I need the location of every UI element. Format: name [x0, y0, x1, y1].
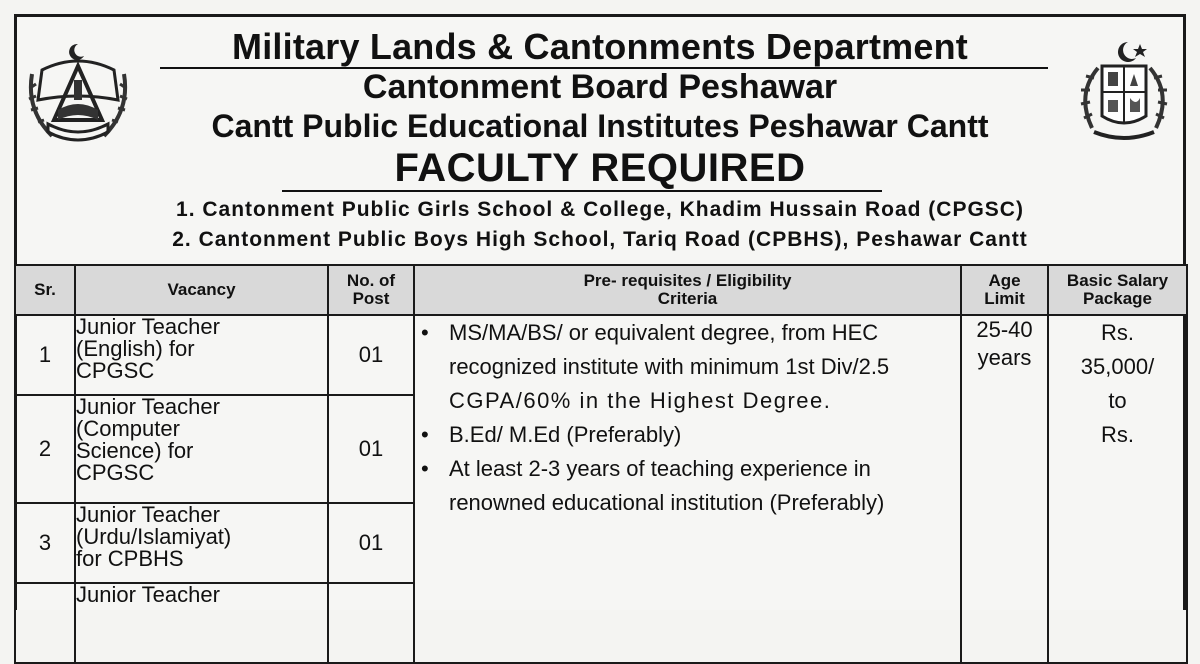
faculty-required-headline: FACULTY REQUIRED [394, 146, 806, 190]
table-header-row [15, 265, 1187, 315]
criteria-item: • MS/MA/BS/ or equivalent degree, from HEC recognized institute with minimum 1st Div/2.5 CGPA/60% in the Highest Degree. [449, 316, 960, 418]
header-age: Age Limit [961, 265, 1048, 315]
header-criteria: Pre- requisites / Eligibility Criteria [414, 265, 961, 315]
row-sr [15, 583, 75, 663]
eligibility-criteria [414, 315, 961, 663]
headline-underline [282, 190, 882, 192]
row-posts: 01 [328, 395, 414, 503]
age-limit: 25-40 years [961, 315, 1048, 663]
table-row [15, 315, 1187, 395]
row-vacancy: Junior Teacher (English) for CPGSC [75, 315, 328, 395]
row-sr: 2 [15, 395, 75, 503]
header-salary: Basic Salary Package [1048, 265, 1187, 315]
board-title: Cantonment Board Peshawar [362, 68, 838, 106]
row-vacancy: Junior Teacher (Computer Science) for CPGSC [75, 395, 328, 503]
header-vacancy: Vacancy [75, 265, 328, 315]
row-posts [328, 583, 414, 663]
criteria-item: • At least 2-3 years of teaching experience in renowned educational institution (Preferably) [449, 452, 960, 520]
department-title: Military Lands & Cantonments Department [232, 26, 968, 67]
row-sr: 3 [15, 503, 75, 583]
row-sr: 1 [15, 315, 75, 395]
salary-package: Rs. 35,000/ to Rs. [1048, 315, 1187, 663]
header-posts: No. of Post [328, 265, 414, 315]
row-vacancy: Junior Teacher [75, 583, 328, 663]
vacancy-table [14, 264, 1188, 664]
institution-line-1: 1. Cantonment Public Girls School & College, Khadim Hussain Road (CPGSC) [176, 198, 1024, 221]
institutes-title: Cantt Public Educational Institutes Peshawar Cantt [211, 108, 989, 144]
row-posts: 01 [328, 503, 414, 583]
row-posts: 01 [328, 315, 414, 395]
criteria-item: • B.Ed/ M.Ed (Preferably) [449, 418, 960, 452]
header-sr: Sr. [15, 265, 75, 315]
row-vacancy: Junior Teacher (Urdu/Islamiyat) for CPBHS [75, 503, 328, 583]
institution-line-2: 2. Cantonment Public Boys High School, Tariq Road (CPBHS), Peshawar Cantt [172, 228, 1028, 251]
